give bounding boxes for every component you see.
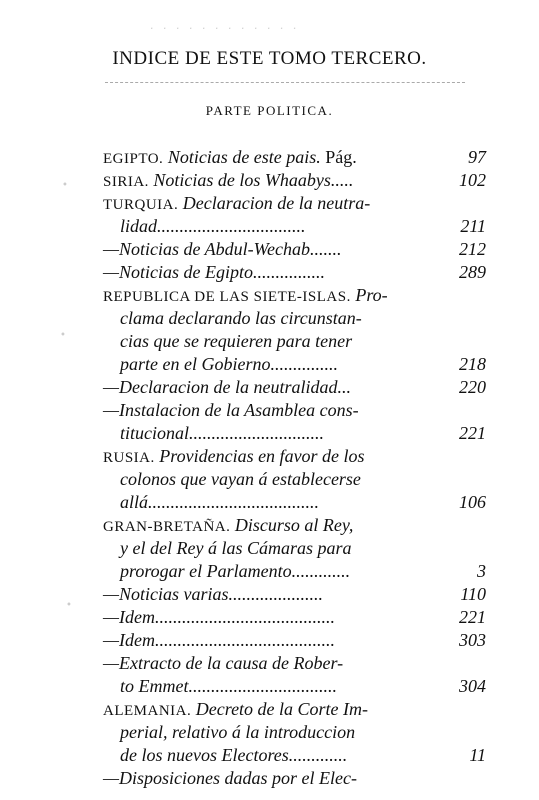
entry-body: Declaracion de la neutra- — [178, 193, 371, 213]
index-entry — [0, 560, 539, 583]
entry-body: clama declarando las circunstan- — [120, 308, 362, 328]
index-entry — [0, 629, 539, 652]
entry-body: —Declaracion de la neutralidad... — [103, 377, 351, 397]
page-number: 106 — [459, 492, 486, 512]
entry-text — [103, 583, 323, 606]
entry-body: colonos que vayan á establecerse — [120, 469, 361, 489]
index-entry — [0, 261, 539, 284]
entry-heading: SIRIA. — [103, 174, 149, 190]
page-number: 303 — [459, 630, 486, 650]
entry-body: —Noticias de Abdul-Wechab....... — [103, 239, 342, 259]
entry-body: —Idem........................................ — [103, 630, 335, 650]
entry-body: —Noticias de Egipto................ — [103, 262, 325, 282]
index-entry — [0, 192, 539, 215]
entry-body: to Emmet................................. — [120, 676, 337, 696]
entry-body: —Noticias varias..................... — [103, 584, 324, 604]
entry-text — [120, 537, 351, 560]
margin-mark: • — [62, 180, 68, 191]
entry-text — [103, 698, 368, 723]
entry-heading: GRAN-BRETAÑA. — [103, 519, 231, 535]
page-number: 11 — [469, 745, 486, 765]
page-number: 221 — [459, 423, 486, 443]
index-entry — [0, 514, 539, 537]
entry-text — [103, 238, 341, 261]
entry-body: —Extracto de la causa de Rober- — [103, 653, 344, 673]
margin-mark: • — [60, 330, 66, 341]
index-entry — [0, 491, 539, 514]
entry-body: Noticias de los Whaabys..... — [148, 170, 354, 190]
entry-text — [120, 330, 352, 353]
entry-body: parte en el Gobierno............... — [120, 354, 338, 374]
index-entry — [0, 307, 539, 330]
entry-body: prorogar el Parlamento............. — [120, 561, 351, 581]
entry-body: Decreto de la Corte Im- — [191, 699, 369, 719]
entry-heading: ALEMANIA. — [103, 703, 192, 719]
index-entries — [0, 146, 539, 790]
entry-text — [103, 767, 357, 790]
entry-heading: EGIPTO. — [103, 151, 164, 167]
index-entry — [0, 583, 539, 606]
entry-heading: RUSIA. — [103, 450, 155, 466]
page-number: 304 — [459, 676, 486, 696]
entry-text — [103, 629, 335, 652]
index-entry — [0, 399, 539, 422]
index-entry — [0, 376, 539, 399]
entry-text — [120, 468, 361, 491]
index-entry — [0, 652, 539, 675]
index-entry — [0, 675, 539, 698]
entry-text — [120, 675, 337, 698]
page-number: 212 — [459, 239, 486, 259]
entry-text — [103, 652, 343, 675]
entry-text — [120, 215, 306, 238]
page-abbrev: Pág. — [320, 147, 357, 167]
entry-body: de los nuevos Electores............. — [120, 745, 348, 765]
entry-body: Noticias de este pais. — [163, 147, 321, 167]
page-number: 289 — [459, 262, 486, 282]
entry-text — [120, 422, 324, 445]
section-heading: PARTE POLITICA. — [205, 103, 334, 118]
page-number: 3 — [477, 561, 486, 581]
entry-text — [103, 261, 325, 284]
entry-body: —Idem........................................ — [103, 607, 335, 627]
entry-body: perial, relativo á la introduccion — [120, 722, 356, 742]
entry-body: titucional.............................. — [120, 423, 324, 443]
index-entry — [0, 146, 539, 169]
entry-body: —Instalacion de la Asamblea cons- — [103, 400, 359, 420]
index-entry — [0, 537, 539, 560]
page-number: 218 — [459, 354, 486, 374]
page-number: 221 — [459, 607, 486, 627]
entry-text — [120, 560, 350, 583]
entry-text — [103, 445, 365, 470]
entry-heading: REPUBLICA DE LAS SIETE-ISLAS. — [103, 289, 351, 305]
index-entry — [0, 353, 539, 376]
page-number: 211 — [460, 216, 486, 236]
entry-text — [103, 399, 359, 422]
entry-text — [103, 514, 353, 539]
index-entry — [0, 606, 539, 629]
entry-text — [103, 146, 357, 171]
index-entry — [0, 767, 539, 790]
page-number: 97 — [468, 147, 486, 167]
index-entry — [0, 215, 539, 238]
index-entry — [0, 284, 539, 307]
page-number: 102 — [459, 170, 486, 190]
index-entry — [0, 744, 539, 767]
index-entry — [0, 698, 539, 721]
entry-text — [120, 307, 362, 330]
index-entry — [0, 238, 539, 261]
page-number: 220 — [459, 377, 486, 397]
entry-body: y el del Rey á las Cámaras para — [120, 538, 352, 558]
title-rule — [105, 82, 465, 83]
index-entry — [0, 445, 539, 468]
entry-text — [120, 744, 347, 767]
entry-text — [103, 192, 370, 217]
margin-mark: • — [66, 600, 72, 611]
bleed-through-text: · · · · · · · · · · · · — [150, 22, 300, 35]
index-entry — [0, 468, 539, 491]
entry-text — [103, 606, 335, 629]
entry-text — [103, 284, 388, 309]
entry-body: —Disposiciones dadas por el Elec- — [103, 768, 357, 788]
entry-text — [120, 721, 355, 744]
entry-text — [120, 353, 338, 376]
index-entry — [0, 422, 539, 445]
entry-heading: TURQUIA. — [103, 197, 179, 213]
entry-body: lidad................................. — [120, 216, 306, 236]
entry-text — [120, 491, 319, 514]
index-entry — [0, 169, 539, 192]
entry-body: allá...................................... — [120, 492, 320, 512]
entry-text — [103, 169, 353, 194]
entry-body: Pro- — [350, 285, 388, 305]
entry-body: Discurso al Rey, — [230, 515, 354, 535]
page-number: 110 — [460, 584, 486, 604]
index-entry — [0, 721, 539, 744]
entry-body: cias que se requieren para tener — [120, 331, 353, 351]
entry-text — [103, 376, 351, 399]
entry-body: Providencias en favor de los — [154, 446, 365, 466]
index-entry — [0, 330, 539, 353]
page-title: INDICE DE ESTE TOMO TERCERO. — [112, 48, 427, 69]
